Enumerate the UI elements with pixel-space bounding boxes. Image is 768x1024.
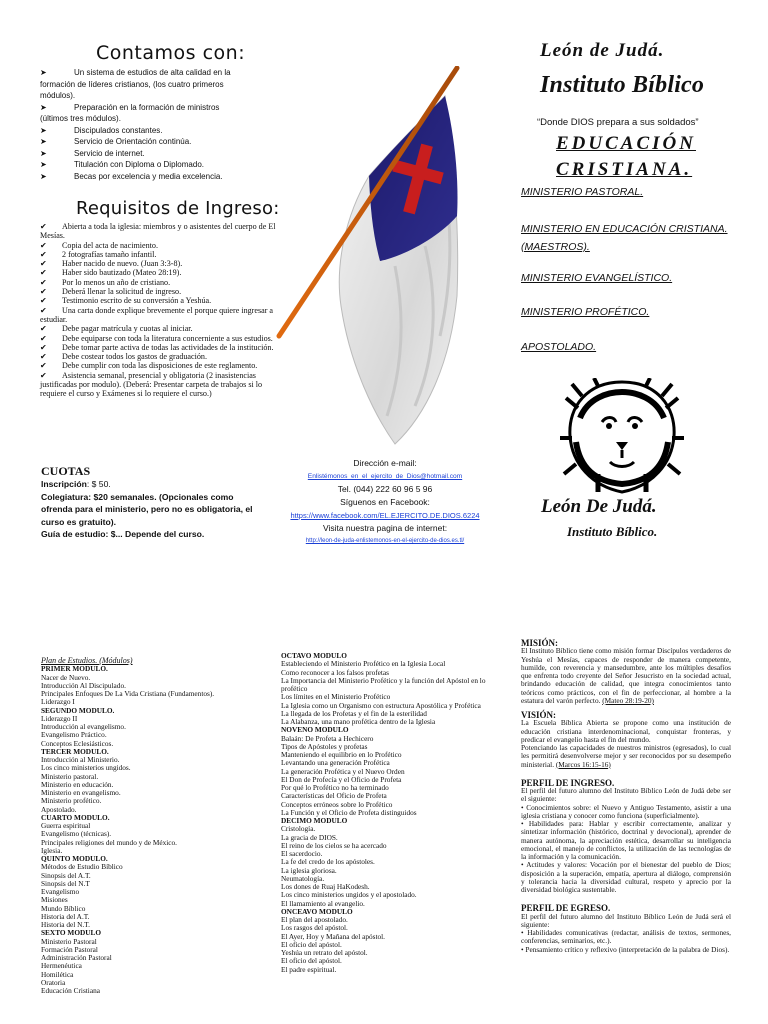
module-topic: El Ayer, Hoy y Mañana del apóstol. [281,931,386,941]
brand-subtitle: Instituto Bíblico [540,72,705,98]
module-topic: Liderazgo II [41,713,78,723]
contamos-item [40,67,248,102]
facebook-link[interactable]: https://www.facebook.com/EL.EJERCITO.DE.DIOS.6224 [290,511,480,520]
mision-section [521,635,731,954]
module-topic: Guerra espiritual [41,821,91,830]
contamos-item-text: Discipulados constantes. [74,125,163,135]
module-topic: Conceptos erróneos sobre lo Profético [281,799,393,809]
checkmark-icon: ✔ [40,305,47,315]
module-topic: Levantando una generación Profética [281,758,390,768]
module-topic: Los dones de Ruaj HaKodesh. [281,882,370,891]
requisito-text: Haber sido bautizado (Mateo 28:19). [62,268,182,278]
contamos-item [40,125,248,137]
christian-flag-image [275,66,485,456]
facebook-label: Síguenos en Facebook: [340,497,430,507]
module-topic: Ministerio profético. [41,796,102,806]
module-title: CUARTO MODULO. [41,812,110,822]
module-topic: Yeshúa un retrato del apóstol. [281,948,368,957]
requisito-item [40,250,276,259]
arrow-bullet-icon: ➤ [40,125,47,135]
checkmark-icon: ✔ [40,324,47,334]
perfil-item-text: Habilidades comunicativas (redactar, análisis de textos, sermones, conferencias, seminarios, etc.). [521,928,731,946]
arrow-bullet-icon: ➤ [40,171,47,181]
module-topic: Estableciendo el Ministerio Profético en la Iglesia Local [281,659,446,669]
arrow-bullet-icon: ➤ [40,148,47,158]
inscripcion-line [41,478,263,491]
module-topic: La llegada de los Profetas y el fin de la esterilidad [281,708,427,718]
lion-name: León De Judá. [541,496,657,517]
requisito-text: Por lo menos un año de cristiano. [62,277,171,287]
module-topic: Introducción Al Discipulado. [41,680,126,690]
colegiatura-value: . (Opcionales como ofrenda para el ministerio, pero no es obligatoria, el curso es gratuito). [41,491,253,527]
module-topic: Conceptos Eclesiásticos. [41,738,114,748]
requisitos-list [40,222,276,399]
requisito-item [40,371,276,399]
requisito-item [40,361,276,370]
checkmark-icon: ✔ [40,296,47,306]
contamos-item-text: Servicio de Orientación continúa. [74,137,192,146]
module-topic: Manteniendo el equilibrio en lo Profético [281,750,402,759]
module-topic: Formación Pastoral [41,944,98,954]
bullet-icon: • [521,860,527,870]
vision-ref: (Marcos 16:15-16) [555,759,611,769]
module-topic: Neumatología. [281,873,325,883]
module-topic: El plan del apostolado. [281,915,348,924]
module-topic: Misiones [41,895,68,905]
plan-heading: Plan de Estudios. (Módulos) [41,656,133,665]
contamos-item-text: Un sistema de estudios de alta calidad en la formación de líderes cristianos, (los cuatro primeros módulos). [40,68,231,100]
module-topic: Sinopsis del N.T [41,878,90,888]
requisito-text: Deberá llenar la solicitud de ingreso. [62,287,182,297]
checkmark-icon: ✔ [40,249,47,259]
bullet-icon: • [521,928,528,937]
module-title: SEGUNDO MODULO. [41,705,115,715]
colegiatura-label: Colegiatura: $20 semanales [41,491,155,502]
module-topic: La Importancia del Ministerio Profético y la función del Apóstol en lo profético [281,675,486,693]
ministerio-evangelistico: MINISTERIO EVANGELÍSTICO. [521,272,673,284]
module-topic: Historia del A.T. [41,911,90,921]
ministerio-pastoral: MINISTERIO PASTORAL. [521,186,644,198]
requisito-text: Debe costear todos los gastos de graduación. [62,352,207,362]
arrow-bullet-icon: ➤ [40,137,47,146]
module-topic: El oficio del apóstol. [281,956,342,966]
arrow-bullet-icon: ➤ [40,68,47,77]
requisito-text: Debe tomar parte activa de todas las actividades de la institución. [62,342,274,352]
requisito-text: Debe pagar matrícula y cuotas al iniciar. [62,324,193,334]
checkmark-icon: ✔ [40,240,47,250]
contamos-title: Contamos con: [96,42,246,64]
module-topic: Liderazgo I [41,697,75,707]
module-topic: Cristología. [281,824,316,834]
module-topic: Los cinco ministerios ungidos. [41,763,131,773]
bullet-icon: • [521,802,527,812]
slogan: “Donde DIOS prepara a sus soldados” [537,117,699,128]
module-topic: La fe del credo de los apóstoles. [281,857,375,867]
perfil-item-text: Habilidades para: Hablar y escribir correctamente, analizar y sintetizar información (histórico, doctrinal y devocional), aprender de manera autónoma, la apreciación estética, desarrollar su inteligencia emocional, el manejo de conflictos, la utilización de las tecnologías de la información y la comunicación. [521,819,731,861]
perfil-ingreso-intro: El perfil del futuro alumno del Instituto Bíblico León de Judá debe ser el siguiente: [521,786,731,804]
checkmark-icon: ✔ [40,361,47,371]
checkmark-icon: ✔ [40,268,47,278]
educacion-heading: EDUCACIÓN [556,133,696,154]
requisito-text: Copia del acta de nacimiento. [62,240,158,250]
requisito-item [40,306,276,325]
requisito-item [40,352,276,361]
module-topic: El reino de los cielos se ha acercado [281,840,387,850]
plan-de-estudios [41,657,277,995]
requisitos-title: Requisitos de Ingreso: [76,198,280,219]
module-topic: Homilética [41,969,74,979]
requisito-item [40,334,276,343]
requisito-item [40,343,276,352]
colegiatura-line [41,491,263,529]
module-topic: Los rasgos del apóstol. [281,923,348,933]
contact-block [280,457,490,548]
contamos-item [40,159,248,171]
module-topic: Principales Enfoques De La Vida Cristiana (Fundamentos). [41,689,215,698]
inscripcion-label: Inscripción [41,479,87,489]
module-topic: Nacer de Nuevo. [41,672,91,682]
module-topic: Educación Cristiana [41,986,100,995]
contamos-item [40,148,248,160]
checkmark-icon: ✔ [40,259,47,269]
arrow-bullet-icon: ➤ [40,102,47,112]
module-topic: Los cinco ministerios ungidos y el apostolado. [281,890,417,900]
guia-value: : $... Depende del curso. [105,529,205,539]
module-topic: El Don de Profecía y el Oficio de Profeta [281,774,402,784]
module-topic: La generación Profética y el Nuevo Orden [281,766,405,776]
module-topic: Introducción al Ministerio. [41,755,120,764]
module-topic: Como reconocer a los falsos profetas [281,667,389,677]
requisito-item [40,259,276,268]
module-topic: Historia del N.T. [41,920,90,929]
mision-title: MISIÓN: [521,638,559,648]
module-title: SEXTO MODULO [41,928,102,938]
bullet-icon: • [521,944,526,954]
perfil-item [521,820,731,861]
vision-title: VISIÓN: [521,710,557,720]
perfil-ingreso-title: PERFIL DE INGRESO. [521,777,615,788]
mision-ref: (Mateo 28:19-20) [602,695,654,705]
contamos-item [40,171,248,183]
module-topic: Evangelismo [41,887,80,896]
perfil-item [521,861,731,894]
requisito-item [40,222,276,241]
perfil-ingreso-list [521,804,731,895]
plan-modules-continued [281,652,495,974]
lion-subtitle: Instituto Bíblico. [567,524,658,539]
module-title: PRIMER MODULO. [41,664,108,674]
module-topic: El oficio del apóstol. [281,939,342,949]
lion-logo [558,378,686,496]
module-topic: Características del Oficio de Profeta [281,791,387,801]
module-topic: La gracia de DIOS. [281,832,338,842]
module-topic: Por qué lo Profético no ha terminado [281,783,389,792]
contamos-list [40,67,248,182]
module-topic: Apostolado. [41,804,77,814]
checkmark-icon: ✔ [40,342,47,352]
requisito-text: Una carta donde explique brevemente el porque quiere ingresar a estudiar. [40,305,274,324]
perfil-item [521,804,731,821]
module-topic: Métodos de Estudio Bíblico [41,862,123,872]
cuotas-title: CUOTAS [41,464,91,478]
perfil-egreso-title: PERFIL DE EGRESO. [521,903,611,914]
phone: Tel. (044) 222 60 96 5 96 [337,484,433,494]
module-topic: Evangelismo (técnicas). [41,829,112,839]
contamos-item-text: Servicio de internet. [74,148,145,158]
guia-label: Guía de estudio [41,529,106,539]
module-topic: Iglesia. [41,845,63,855]
email-label: Dirección e-mail: [353,458,417,468]
module-topic: Ministerio pastoral. [41,771,99,781]
module-topic: Balaán: De Profeta a Hechicero [281,733,374,743]
requisito-text: Haber nacido de nuevo. (Juan 3:3-8). [62,259,183,269]
module-topic: Tipos de Apóstoles y profetas [281,741,368,751]
contamos-item [40,136,248,148]
perfil-item-text: Pensamiento crítico y reflexivo (interpretación de la palabra de Dios). [525,944,730,954]
requisito-text: Abierta a toda la iglesia: miembros y o asistentes del cuerpo de El Mesías. [40,222,276,241]
checkmark-icon: ✔ [40,370,47,380]
module-title: NOVENO MODULO [281,725,349,735]
requisito-text: Asistencia semanal, presencial y obligatoria (2 inasistencias justificadas por modulo). (Deberá: Presentar carpeta de trabajos si lo requiere el curso y Exámenes si lo requiere el curso.) [40,370,263,399]
mision-text: El Instituto Bíblico tiene como misión formar Discípulos verdaderos de Yeshúa el Mesías, capaces de responder de manera competente, humilde, con reverencia y mansedumbre, ante los múltiples desafíos que enfrenta todo creyente del Señor Jesucristo en la sociedad actual, brindando educación de calidad, que integra conocimientos tanto teóricos como prácticos, con el fin de perfeccionar, al hombre a la estatura del varón perfecto. [521,646,731,705]
vision-text-2: Potenciando las capacidades de nuestros ministros (egresados), lo cual les permitirá desenvolverse mejor y ser reconocidos por su desempeño ministerial. [521,743,731,769]
module-topic: Introducción al evangelismo. [41,722,126,731]
perfil-item [521,929,731,946]
checkmark-icon: ✔ [40,222,47,231]
website-link[interactable]: http://leon-de-juda-enlistemonos-en-el-ejercito-de-dios.es.tl/ [305,538,465,544]
module-title: OCTAVO MODULO [281,651,347,660]
cristiana-heading: CRISTIANA. [556,159,693,180]
checkmark-icon: ✔ [40,352,47,362]
email-link[interactable]: Enlistémonos_en_el_ejercito_de_Dios@hotmail.com [307,473,463,480]
requisito-text: 2 fotografías tamaño infantil. [62,249,157,259]
requisito-item [40,296,276,305]
module-topic: Sinopsis del A.T. [41,870,91,880]
module-title: QUINTO MODULO. [41,854,108,863]
module-topic: La Función y el Oficio de Profeta distinguidos [281,807,417,817]
ministerio-educacion: MINISTERIO EN EDUCACIÓN CRISTIANA. (MAESTROS). [521,223,728,253]
module-topic: Oratoria [41,977,66,987]
web-label: Visita nuestra pagina de internet: [322,523,448,533]
checkmark-icon: ✔ [40,333,47,343]
requisito-item [40,287,276,296]
module-topic: Los límites en el Ministerio Profético [281,692,391,702]
bullet-icon: • [521,819,529,828]
module-topic: La Alabanza, una mano profética dentro de la Iglesia [281,717,436,726]
requisito-text: Debe cumplir con toda las disposiciones de este reglamento. [62,361,258,371]
checkmark-icon: ✔ [40,277,47,287]
module-topic: La Iglesia como un Organismo con estructura Apostólica y Profética [281,700,481,710]
requisito-text: Debe equiparse con toda la literatura concerniente a sus estudios. [62,333,273,343]
module-topic: Ministerio en educación. [41,779,114,789]
module-topic: Hermenéutica [41,961,82,971]
module-topic: El llamamiento al evangelio. [281,898,365,908]
contamos-item [40,102,248,125]
contamos-item-text: Preparación en la formación de ministros (últimos tres módulos). [40,102,220,123]
perfil-egreso-intro: El perfil del futuro alumno del Instituto Bíblico León de Judá será el siguiente: [521,911,731,929]
module-topic: La iglesia gloriosa. [281,865,337,875]
checkmark-icon: ✔ [40,287,47,297]
requisito-item [40,268,276,277]
apostolado: APOSTOLADO. [521,341,597,353]
module-topic: Ministerio Pastoral [41,936,97,946]
plan-modules [41,665,277,995]
requisito-item [40,324,276,333]
module-topic: El padre espiritual. [281,964,337,974]
module-title: TERCER MODULO. [41,746,109,756]
perfil-egreso-list [521,929,731,954]
guia-line [41,528,263,541]
perfil-item-text: Conocimientos sobre: el Nuevo y Antiguo Testamento, asistir a una iglesia cristiana y conocer como funciona (superficialmente). [521,802,731,820]
module-topic: Mundo Bíblico [41,903,86,913]
brand-title: León de Judá. [540,40,665,61]
ministerio-profetico: MINISTERIO PROFÉTICO. [521,306,650,318]
contamos-item-text: Becas por excelencia y media excelencia. [74,171,223,181]
module-topic: Administración Pastoral [41,953,112,962]
contamos-item-text: Titulación con Diploma o Diplomado. [74,160,204,169]
module-topic: Principales religiones del mundo y de México. [41,837,177,847]
requisito-item [40,278,276,287]
perfil-item [521,946,731,954]
perfil-item-text: Actitudes y valores: Vocación por el bienestar del pueblo de Dios; disposición a la superación, empatía, apertura al diálogo, comprensión y tolerancia hacia la diversidad cultural, respeto y aprecio por la diversidad biológica sustentable. [521,860,731,894]
module-title: ONCEAVO MODULO [281,906,353,916]
module-topic: Evangelismo Práctico. [41,730,107,740]
requisito-item [40,241,276,250]
inscripcion-value: : $ 50. [86,479,111,489]
module-topic: Ministerio en evangelismo. [41,788,121,797]
module-topic: El sacerdocio. [281,849,323,858]
vision-text: La Escuela Bíblica Abierta se propone como una institución de educación cristiana interdenominacional, conquistar fronteras, y predicar el evangelio hasta el fin del mundo. [521,718,731,744]
arrow-bullet-icon: ➤ [40,160,47,169]
cuotas-body [41,478,263,541]
module-title: DECIMO MODULO [281,816,348,825]
requisito-text: Testimonio escrito de su conversión a Yeshúa. [62,296,212,306]
